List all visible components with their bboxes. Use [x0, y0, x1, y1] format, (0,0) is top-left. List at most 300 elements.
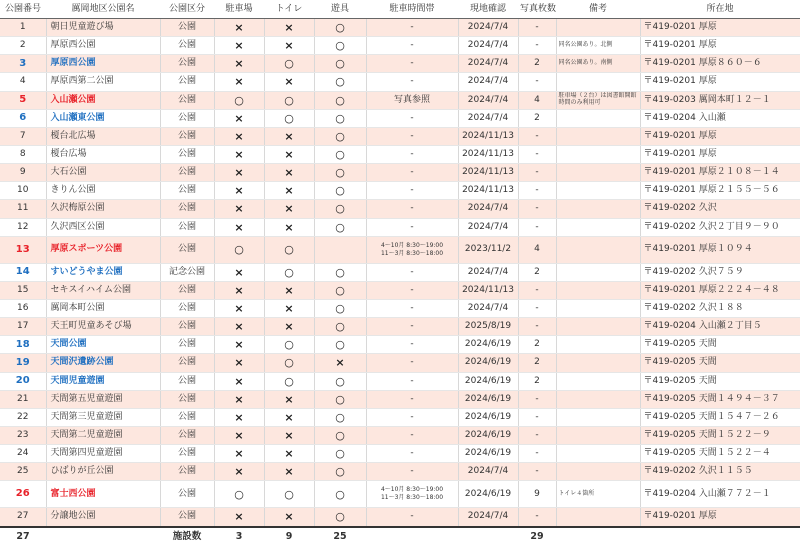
- park-name: 榎台北広場: [46, 127, 160, 145]
- address: 〒419-0201 厚原: [640, 19, 800, 37]
- photo-count: -: [518, 182, 556, 200]
- toilet-mark: ×: [264, 426, 314, 444]
- parking-mark: ×: [214, 408, 264, 426]
- column-header[interactable]: 公園区分: [160, 0, 214, 19]
- table-row[interactable]: [0, 218, 800, 236]
- photo-count: 9: [518, 481, 556, 508]
- playground-mark: [314, 236, 366, 263]
- playground-mark: ○: [314, 390, 366, 408]
- photo-count: 2: [518, 372, 556, 390]
- table-body: [0, 19, 800, 527]
- check-date: 2024/11/13: [458, 281, 518, 299]
- address: 〒419-0201 厚原２１５５－５６: [640, 182, 800, 200]
- parking-hours: 4～10月 8:30～19:00 11～3月 8:30～18:00: [366, 481, 458, 508]
- check-date: 2024/7/4: [458, 200, 518, 218]
- column-header[interactable]: 写真枚数: [518, 0, 556, 19]
- table-row[interactable]: [0, 200, 800, 218]
- playground-total: 25: [314, 527, 366, 546]
- park-number: 8: [0, 145, 46, 163]
- parking-mark: ×: [214, 37, 264, 55]
- address: 〒419-0205 天間１５４７－２６: [640, 408, 800, 426]
- toilet-mark: ○: [264, 55, 314, 73]
- park-number: 17: [0, 318, 46, 336]
- photo-count: -: [518, 508, 556, 527]
- playground-mark: ○: [314, 299, 366, 317]
- table-row[interactable]: [0, 336, 800, 354]
- playground-mark: ○: [314, 164, 366, 182]
- remarks: [556, 19, 640, 37]
- photo-count: -: [518, 408, 556, 426]
- parking-mark: ×: [214, 19, 264, 37]
- park-number: 19: [0, 354, 46, 372]
- park-category: 公園: [160, 390, 214, 408]
- park-category: 公園: [160, 281, 214, 299]
- park-name: 厚原スポーツ公園: [46, 236, 160, 263]
- playground-mark: ○: [314, 318, 366, 336]
- parking-mark: ×: [214, 55, 264, 73]
- parking-hours: 写真参照: [366, 91, 458, 109]
- parking-mark: ×: [214, 463, 264, 481]
- playground-mark: ○: [314, 445, 366, 463]
- parking-hours: -: [366, 145, 458, 163]
- column-header[interactable]: 公園番号: [0, 0, 46, 19]
- park-category: 公園: [160, 318, 214, 336]
- playground-mark: ○: [314, 91, 366, 109]
- park-name: 入山瀬公園: [46, 91, 160, 109]
- park-category: 公園: [160, 19, 214, 37]
- park-category: 公園: [160, 299, 214, 317]
- check-date: 2024/7/4: [458, 463, 518, 481]
- parking-mark: ×: [214, 445, 264, 463]
- column-header[interactable]: 所在地: [640, 0, 800, 19]
- toilet-total: 9: [264, 527, 314, 546]
- park-name: 榎台広場: [46, 145, 160, 163]
- address: 〒419-0201 厚原: [640, 73, 800, 91]
- playground-mark: ×: [314, 354, 366, 372]
- check-date: 2024/7/4: [458, 55, 518, 73]
- park-name: セキスイハイム公園: [46, 281, 160, 299]
- remarks: [556, 73, 640, 91]
- check-date: 2024/6/19: [458, 372, 518, 390]
- photo-count: 2: [518, 336, 556, 354]
- check-date: 2024/7/4: [458, 508, 518, 527]
- toilet-mark: ×: [264, 218, 314, 236]
- total-count: 27: [0, 527, 46, 546]
- check-date: 2024/6/19: [458, 390, 518, 408]
- photo-count: -: [518, 463, 556, 481]
- photo-count: -: [518, 73, 556, 91]
- park-number: 14: [0, 263, 46, 281]
- check-date: 2024/6/19: [458, 426, 518, 444]
- park-number: 7: [0, 127, 46, 145]
- address: 〒419-0205 天間: [640, 372, 800, 390]
- toilet-mark: ×: [264, 164, 314, 182]
- park-category: 公園: [160, 145, 214, 163]
- check-date: 2024/6/19: [458, 354, 518, 372]
- park-number: 4: [0, 73, 46, 91]
- park-number: 23: [0, 426, 46, 444]
- toilet-mark: ○: [264, 236, 314, 263]
- park-category: 公園: [160, 127, 214, 145]
- park-number: 15: [0, 281, 46, 299]
- park-category: 公園: [160, 481, 214, 508]
- table-row[interactable]: [0, 445, 800, 463]
- check-date: 2024/7/4: [458, 19, 518, 37]
- playground-mark: ○: [314, 281, 366, 299]
- table-row[interactable]: [0, 19, 800, 37]
- park-number: 2: [0, 37, 46, 55]
- address: 〒419-0202 久沢: [640, 200, 800, 218]
- park-number: 26: [0, 481, 46, 508]
- check-date: 2024/6/19: [458, 336, 518, 354]
- facility-count-label: 施設数: [160, 527, 214, 546]
- park-name: 富士西公園: [46, 481, 160, 508]
- park-category: 公園: [160, 508, 214, 527]
- parking-hours: -: [366, 445, 458, 463]
- park-category: 公園: [160, 372, 214, 390]
- park-category: 公園: [160, 91, 214, 109]
- remarks: [556, 463, 640, 481]
- check-date: 2024/11/13: [458, 127, 518, 145]
- parking-mark: ○: [214, 481, 264, 508]
- park-category: 公園: [160, 426, 214, 444]
- park-category: 記念公園: [160, 263, 214, 281]
- table-header: [0, 0, 800, 19]
- playground-mark: ○: [314, 426, 366, 444]
- park-name: ひばりが丘公園: [46, 463, 160, 481]
- parking-hours: -: [366, 354, 458, 372]
- parking-mark: ×: [214, 127, 264, 145]
- parking-mark: ×: [214, 390, 264, 408]
- address: 〒419-0201 厚原２２２４－４８: [640, 281, 800, 299]
- playground-mark: ○: [314, 372, 366, 390]
- photo-count: -: [518, 37, 556, 55]
- park-number: 22: [0, 408, 46, 426]
- parking-mark: ×: [214, 299, 264, 317]
- address: 〒419-0204 入山瀬: [640, 109, 800, 127]
- park-name: 厚原西公園: [46, 37, 160, 55]
- check-date: 2024/7/4: [458, 263, 518, 281]
- photo-count: -: [518, 145, 556, 163]
- remarks: トイレ４箇所: [556, 481, 640, 508]
- photo-count: -: [518, 164, 556, 182]
- table-row[interactable]: [0, 372, 800, 390]
- park-name: すいどうやま公園: [46, 263, 160, 281]
- park-category: 公園: [160, 445, 214, 463]
- remarks: [556, 354, 640, 372]
- remarks: [556, 281, 640, 299]
- parking-hours: -: [366, 299, 458, 317]
- playground-mark: ○: [314, 182, 366, 200]
- table-row[interactable]: [0, 508, 800, 527]
- parking-hours: -: [366, 508, 458, 527]
- toilet-mark: ○: [264, 91, 314, 109]
- park-name: 天間公園: [46, 336, 160, 354]
- park-category: 公園: [160, 37, 214, 55]
- check-date: 2024/6/19: [458, 481, 518, 508]
- parking-mark: ×: [214, 73, 264, 91]
- remarks: [556, 182, 640, 200]
- park-number: 9: [0, 164, 46, 182]
- remarks: 同名公園あり。南側: [556, 55, 640, 73]
- toilet-mark: ×: [264, 390, 314, 408]
- table-row[interactable]: [0, 408, 800, 426]
- park-name: 入山瀬東公園: [46, 109, 160, 127]
- parking-hours: -: [366, 390, 458, 408]
- playground-mark: ○: [314, 463, 366, 481]
- park-category: 公園: [160, 336, 214, 354]
- parking-hours: -: [366, 408, 458, 426]
- table-row[interactable]: [0, 390, 800, 408]
- photo-count: 2: [518, 55, 556, 73]
- check-date: 2024/6/19: [458, 445, 518, 463]
- photo-count: -: [518, 19, 556, 37]
- playground-mark: ○: [314, 263, 366, 281]
- park-name: 朝日児童遊び場: [46, 19, 160, 37]
- toilet-mark: ×: [264, 37, 314, 55]
- address: 〒419-0205 天間: [640, 336, 800, 354]
- parking-hours: -: [366, 127, 458, 145]
- parking-hours: -: [366, 19, 458, 37]
- remarks: [556, 236, 640, 263]
- park-category: 公園: [160, 236, 214, 263]
- table-footer: [0, 527, 800, 546]
- parking-hours: -: [366, 318, 458, 336]
- parking-total: 3: [214, 527, 264, 546]
- toilet-mark: ×: [264, 508, 314, 527]
- playground-mark: ○: [314, 508, 366, 527]
- park-category: 公園: [160, 109, 214, 127]
- table-row[interactable]: [0, 281, 800, 299]
- parking-mark: ×: [214, 218, 264, 236]
- park-category: 公園: [160, 55, 214, 73]
- toilet-mark: ×: [264, 19, 314, 37]
- parking-mark: ○: [214, 91, 264, 109]
- park-name: 厚原西公園: [46, 55, 160, 73]
- check-date: 2024/7/4: [458, 218, 518, 236]
- playground-mark: ○: [314, 336, 366, 354]
- parking-hours: -: [366, 37, 458, 55]
- park-name: 分譲地公園: [46, 508, 160, 527]
- column-header[interactable]: 現地確認: [458, 0, 518, 19]
- photo-count: 2: [518, 109, 556, 127]
- toilet-mark: ×: [264, 182, 314, 200]
- playground-mark: ○: [314, 19, 366, 37]
- park-number: 12: [0, 218, 46, 236]
- table-row[interactable]: [0, 109, 800, 127]
- parking-hours: -: [366, 182, 458, 200]
- remarks: 駐車場（２台）は図書館開館時間のみ利用可: [556, 91, 640, 109]
- park-number: 18: [0, 336, 46, 354]
- address: 〒419-0202 久沢１８８: [640, 299, 800, 317]
- parking-mark: ×: [214, 164, 264, 182]
- check-date: 2024/7/4: [458, 109, 518, 127]
- address: 〒419-0202 久沢７５９: [640, 263, 800, 281]
- table-row[interactable]: [0, 37, 800, 55]
- column-header[interactable]: トイレ: [264, 0, 314, 19]
- address: 〒419-0205 天間１４９４－３７: [640, 390, 800, 408]
- playground-mark: ○: [314, 109, 366, 127]
- playground-mark: ○: [314, 481, 366, 508]
- photo-count: -: [518, 426, 556, 444]
- photo-count: -: [518, 445, 556, 463]
- park-number: 6: [0, 109, 46, 127]
- remarks: [556, 145, 640, 163]
- playground-mark: ○: [314, 55, 366, 73]
- toilet-mark: ×: [264, 408, 314, 426]
- park-name: 厚原西第二公園: [46, 73, 160, 91]
- parking-mark: ×: [214, 182, 264, 200]
- parking-hours: -: [366, 263, 458, 281]
- address: 〒419-0205 天間: [640, 354, 800, 372]
- check-date: 2024/7/4: [458, 73, 518, 91]
- column-header[interactable]: 駐車時間帯: [366, 0, 458, 19]
- table-row[interactable]: [0, 426, 800, 444]
- park-number: 11: [0, 200, 46, 218]
- table-row[interactable]: [0, 236, 800, 263]
- park-name: 厲岡本町公園: [46, 299, 160, 317]
- address: 〒419-0201 厚原１０９４: [640, 236, 800, 263]
- table-row[interactable]: [0, 55, 800, 73]
- parking-mark: ○: [214, 236, 264, 263]
- table-row[interactable]: [0, 463, 800, 481]
- address: 〒419-0202 久沢１１５５: [640, 463, 800, 481]
- photo-count: -: [518, 390, 556, 408]
- photo-count: -: [518, 218, 556, 236]
- check-date: 2024/7/4: [458, 299, 518, 317]
- parking-hours: -: [366, 463, 458, 481]
- table-row[interactable]: [0, 481, 800, 508]
- park-name: 天間第二児童遊園: [46, 426, 160, 444]
- park-number: 21: [0, 390, 46, 408]
- parking-hours: -: [366, 281, 458, 299]
- toilet-mark: ×: [264, 281, 314, 299]
- park-number: 3: [0, 55, 46, 73]
- parking-hours: -: [366, 336, 458, 354]
- check-date: 2024/11/13: [458, 164, 518, 182]
- photo-count: 4: [518, 91, 556, 109]
- remarks: [556, 299, 640, 317]
- parking-mark: ×: [214, 354, 264, 372]
- park-number: 20: [0, 372, 46, 390]
- toilet-mark: ○: [264, 354, 314, 372]
- table-row[interactable]: [0, 263, 800, 281]
- parking-hours: -: [366, 55, 458, 73]
- column-header[interactable]: 遊具: [314, 0, 366, 19]
- parking-mark: ×: [214, 281, 264, 299]
- table-row[interactable]: [0, 354, 800, 372]
- park-number: 1: [0, 19, 46, 37]
- park-category: 公園: [160, 354, 214, 372]
- table-row[interactable]: [0, 164, 800, 182]
- parking-mark: ×: [214, 145, 264, 163]
- toilet-mark: ×: [264, 318, 314, 336]
- table-row[interactable]: [0, 73, 800, 91]
- address: 〒419-0201 厚原２１０８－１４: [640, 164, 800, 182]
- photo-count: -: [518, 127, 556, 145]
- table-row[interactable]: [0, 299, 800, 317]
- table-row[interactable]: [0, 127, 800, 145]
- address: 〒419-0201 厚原: [640, 145, 800, 163]
- park-number: 13: [0, 236, 46, 263]
- address: 〒419-0204 入山瀬７７２－１: [640, 481, 800, 508]
- parking-hours: -: [366, 109, 458, 127]
- table-row[interactable]: [0, 318, 800, 336]
- address: 〒419-0205 天間１５２２－４: [640, 445, 800, 463]
- photo-count: -: [518, 200, 556, 218]
- check-date: 2024/11/13: [458, 145, 518, 163]
- park-category: 公園: [160, 73, 214, 91]
- parking-mark: ×: [214, 426, 264, 444]
- toilet-mark: ○: [264, 481, 314, 508]
- playground-mark: ○: [314, 218, 366, 236]
- park-category: 公園: [160, 408, 214, 426]
- address: 〒419-0204 入山瀬２丁目５: [640, 318, 800, 336]
- toilet-mark: ×: [264, 463, 314, 481]
- park-name: 天間沢遺跡公園: [46, 354, 160, 372]
- remarks: [556, 109, 640, 127]
- remarks: [556, 445, 640, 463]
- remarks: [556, 372, 640, 390]
- parking-mark: ×: [214, 263, 264, 281]
- table-row[interactable]: [0, 145, 800, 163]
- remarks: [556, 426, 640, 444]
- playground-mark: ○: [314, 73, 366, 91]
- check-date: 2024/6/19: [458, 408, 518, 426]
- toilet-mark: ○: [264, 109, 314, 127]
- address: 〒419-0205 天間１５２２－９: [640, 426, 800, 444]
- park-number: 5: [0, 91, 46, 109]
- photo-count: -: [518, 299, 556, 317]
- table-row[interactable]: [0, 91, 800, 109]
- toilet-mark: ×: [264, 127, 314, 145]
- parking-hours: -: [366, 200, 458, 218]
- check-date: 2024/7/4: [458, 37, 518, 55]
- remarks: 同名公園あり。北側: [556, 37, 640, 55]
- column-header[interactable]: 備考: [556, 0, 640, 19]
- address: 〒419-0203 厲岡本町１２－１: [640, 91, 800, 109]
- photo-count: 2: [518, 263, 556, 281]
- parking-hours: -: [366, 372, 458, 390]
- column-header[interactable]: 厲岡地区公園名: [46, 0, 160, 19]
- check-date: 2024/11/13: [458, 182, 518, 200]
- park-name: 天間第三児童遊園: [46, 408, 160, 426]
- playground-mark: ○: [314, 200, 366, 218]
- remarks: [556, 336, 640, 354]
- parking-mark: ×: [214, 109, 264, 127]
- photo-count: 4: [518, 236, 556, 263]
- toilet-mark: ×: [264, 73, 314, 91]
- parking-hours: -: [366, 164, 458, 182]
- parking-hours: -: [366, 218, 458, 236]
- column-header[interactable]: 駐車場: [214, 0, 264, 19]
- park-name: 天王町児童あそび場: [46, 318, 160, 336]
- toilet-mark: ○: [264, 336, 314, 354]
- remarks: [556, 200, 640, 218]
- park-name: 天間第五児童遊園: [46, 390, 160, 408]
- parking-hours: -: [366, 73, 458, 91]
- photo-count: 2: [518, 354, 556, 372]
- check-date: 2024/7/4: [458, 91, 518, 109]
- parking-mark: ×: [214, 372, 264, 390]
- park-name: 天間第四児童遊園: [46, 445, 160, 463]
- address: 〒419-0202 久沢２丁目９－９０: [640, 218, 800, 236]
- remarks: [556, 164, 640, 182]
- park-name: 大石公園: [46, 164, 160, 182]
- parking-hours: -: [366, 426, 458, 444]
- park-name: 久沢西区公園: [46, 218, 160, 236]
- table-row[interactable]: [0, 182, 800, 200]
